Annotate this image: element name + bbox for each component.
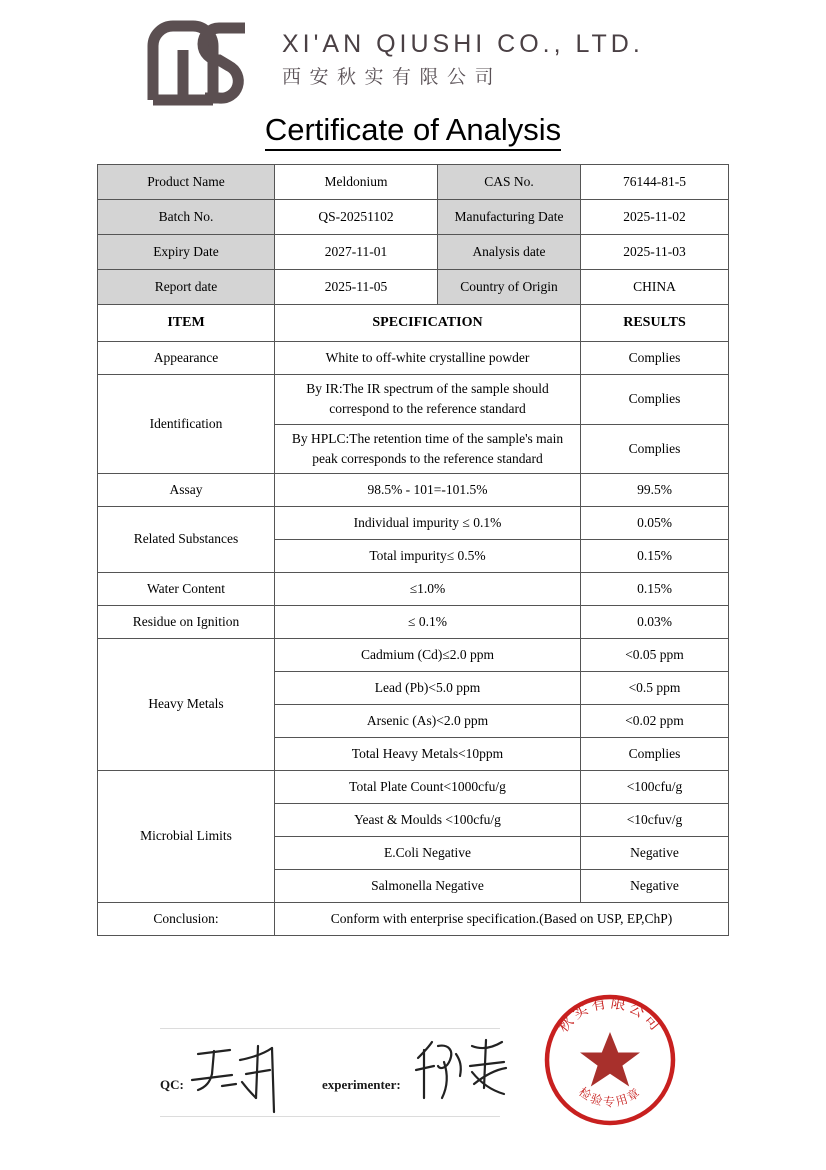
spec-table-row	[98, 507, 729, 540]
spec-result-cell: 0.05%	[581, 507, 729, 540]
spec-header-results: RESULTS	[581, 305, 729, 342]
spec-specification-cell: 98.5% - 101=-101.5%	[275, 474, 581, 507]
spec-table-row	[98, 639, 729, 672]
info-table-row	[98, 200, 729, 235]
signature-divider-top	[160, 1028, 500, 1029]
qc-handwritten-signature-icon	[186, 1040, 304, 1123]
conclusion-label: Conclusion:	[98, 903, 275, 936]
spec-result-cell: Complies	[581, 738, 729, 771]
product-info-table	[97, 164, 729, 305]
spec-item-cell: Microbial Limits	[98, 771, 275, 903]
experimenter-handwritten-signature-icon	[414, 1036, 510, 1117]
spec-table-row	[98, 375, 729, 425]
spec-result-cell: <0.02 ppm	[581, 705, 729, 738]
info-value-cell: 2025-11-02	[581, 200, 729, 235]
spec-result-cell: <10cfuv/g	[581, 804, 729, 837]
spec-specification-cell: Yeast & Moulds <100cfu/g	[275, 804, 581, 837]
spec-header-row	[98, 305, 729, 342]
spec-result-cell: <100cfu/g	[581, 771, 729, 804]
info-value-cell: 76144-81-5	[581, 165, 729, 200]
spec-specification-cell: Arsenic (As)<2.0 ppm	[275, 705, 581, 738]
info-label-cell: Country of Origin	[438, 270, 581, 305]
spec-result-cell: 99.5%	[581, 474, 729, 507]
info-value-cell: 2025-11-03	[581, 235, 729, 270]
red-company-seal-icon	[540, 990, 680, 1130]
spec-result-cell: Complies	[581, 375, 729, 425]
spec-header-specification: SPECIFICATION	[275, 305, 581, 342]
spec-specification-cell: Total Heavy Metals<10ppm	[275, 738, 581, 771]
spec-specification-cell: ≤1.0%	[275, 573, 581, 606]
spec-result-cell: 0.15%	[581, 540, 729, 573]
spec-item-cell: Identification	[98, 375, 275, 474]
specification-table	[97, 304, 729, 936]
document-title	[0, 112, 826, 148]
info-label-cell: Analysis date	[438, 235, 581, 270]
certificate-tables	[97, 164, 728, 936]
spec-table-row	[98, 606, 729, 639]
spec-result-cell: <0.5 ppm	[581, 672, 729, 705]
spec-result-cell: Negative	[581, 837, 729, 870]
spec-result-cell: 0.15%	[581, 573, 729, 606]
spec-specification-cell: Salmonella Negative	[275, 870, 581, 903]
info-label-cell: Expiry Date	[98, 235, 275, 270]
spec-specification-cell: ≤ 0.1%	[275, 606, 581, 639]
signature-area	[0, 1020, 826, 1170]
info-label-cell: Product Name	[98, 165, 275, 200]
spec-specification-cell: White to off-white crystalline powder	[275, 342, 581, 375]
spec-result-cell: <0.05 ppm	[581, 639, 729, 672]
document-title-text: Certificate of Analysis	[265, 112, 561, 151]
company-name-block	[282, 28, 732, 91]
info-value-cell: 2025-11-05	[275, 270, 438, 305]
info-table-row	[98, 235, 729, 270]
qs-monogram-logo-icon	[145, 20, 255, 106]
spec-table-row	[98, 771, 729, 804]
spec-header-item: ITEM	[98, 305, 275, 342]
info-label-cell: Batch No.	[98, 200, 275, 235]
info-value-cell: 2027-11-01	[275, 235, 438, 270]
info-label-cell: Report date	[98, 270, 275, 305]
spec-specification-cell: Total Plate Count<1000cfu/g	[275, 771, 581, 804]
info-label-cell: CAS No.	[438, 165, 581, 200]
spec-result-cell: Complies	[581, 424, 729, 474]
info-table-row	[98, 270, 729, 305]
conclusion-text: Conform with enterprise specification.(Based on USP, EP,ChP)	[275, 903, 729, 936]
qc-signature-label: QC:	[160, 1077, 184, 1092]
spec-table-row	[98, 474, 729, 507]
info-value-cell: CHINA	[581, 270, 729, 305]
spec-specification-cell: Individual impurity ≤ 0.1%	[275, 507, 581, 540]
spec-result-cell: 0.03%	[581, 606, 729, 639]
spec-specification-cell: E.Coli Negative	[275, 837, 581, 870]
letterhead	[0, 0, 826, 108]
spec-specification-cell: Cadmium (Cd)≤2.0 ppm	[275, 639, 581, 672]
info-label-cell: Manufacturing Date	[438, 200, 581, 235]
spec-specification-cell: Lead (Pb)<5.0 ppm	[275, 672, 581, 705]
spec-result-cell: Negative	[581, 870, 729, 903]
spec-specification-cell: By HPLC:The retention time of the sample's main peak corresponds to the reference standard	[275, 424, 581, 474]
spec-result-cell: Complies	[581, 342, 729, 375]
company-name-en: XI'AN QIUSHI CO., LTD.	[282, 30, 644, 58]
spec-item-cell: Appearance	[98, 342, 275, 375]
spec-table-row	[98, 573, 729, 606]
conclusion-row	[98, 903, 729, 936]
spec-specification-cell: Total impurity≤ 0.5%	[275, 540, 581, 573]
spec-item-cell: Residue on Ignition	[98, 606, 275, 639]
info-table-row	[98, 165, 729, 200]
spec-item-cell: Water Content	[98, 573, 275, 606]
company-name-cn: 西安秋实有限公司	[282, 66, 503, 88]
spec-table-row	[98, 342, 729, 375]
info-value-cell: QS-20251102	[275, 200, 438, 235]
svg-text:秋实有限公司: 秋实有限公司	[553, 993, 667, 1036]
experimenter-signature-label: experimenter:	[322, 1077, 401, 1092]
spec-specification-cell: By IR:The IR spectrum of the sample should correspond to the reference standard	[275, 375, 581, 425]
spec-item-cell: Related Substances	[98, 507, 275, 573]
info-value-cell: Meldonium	[275, 165, 438, 200]
spec-item-cell: Assay	[98, 474, 275, 507]
spec-item-cell: Heavy Metals	[98, 639, 275, 771]
svg-text:检验专用章: 检验专用章	[576, 1084, 644, 1109]
